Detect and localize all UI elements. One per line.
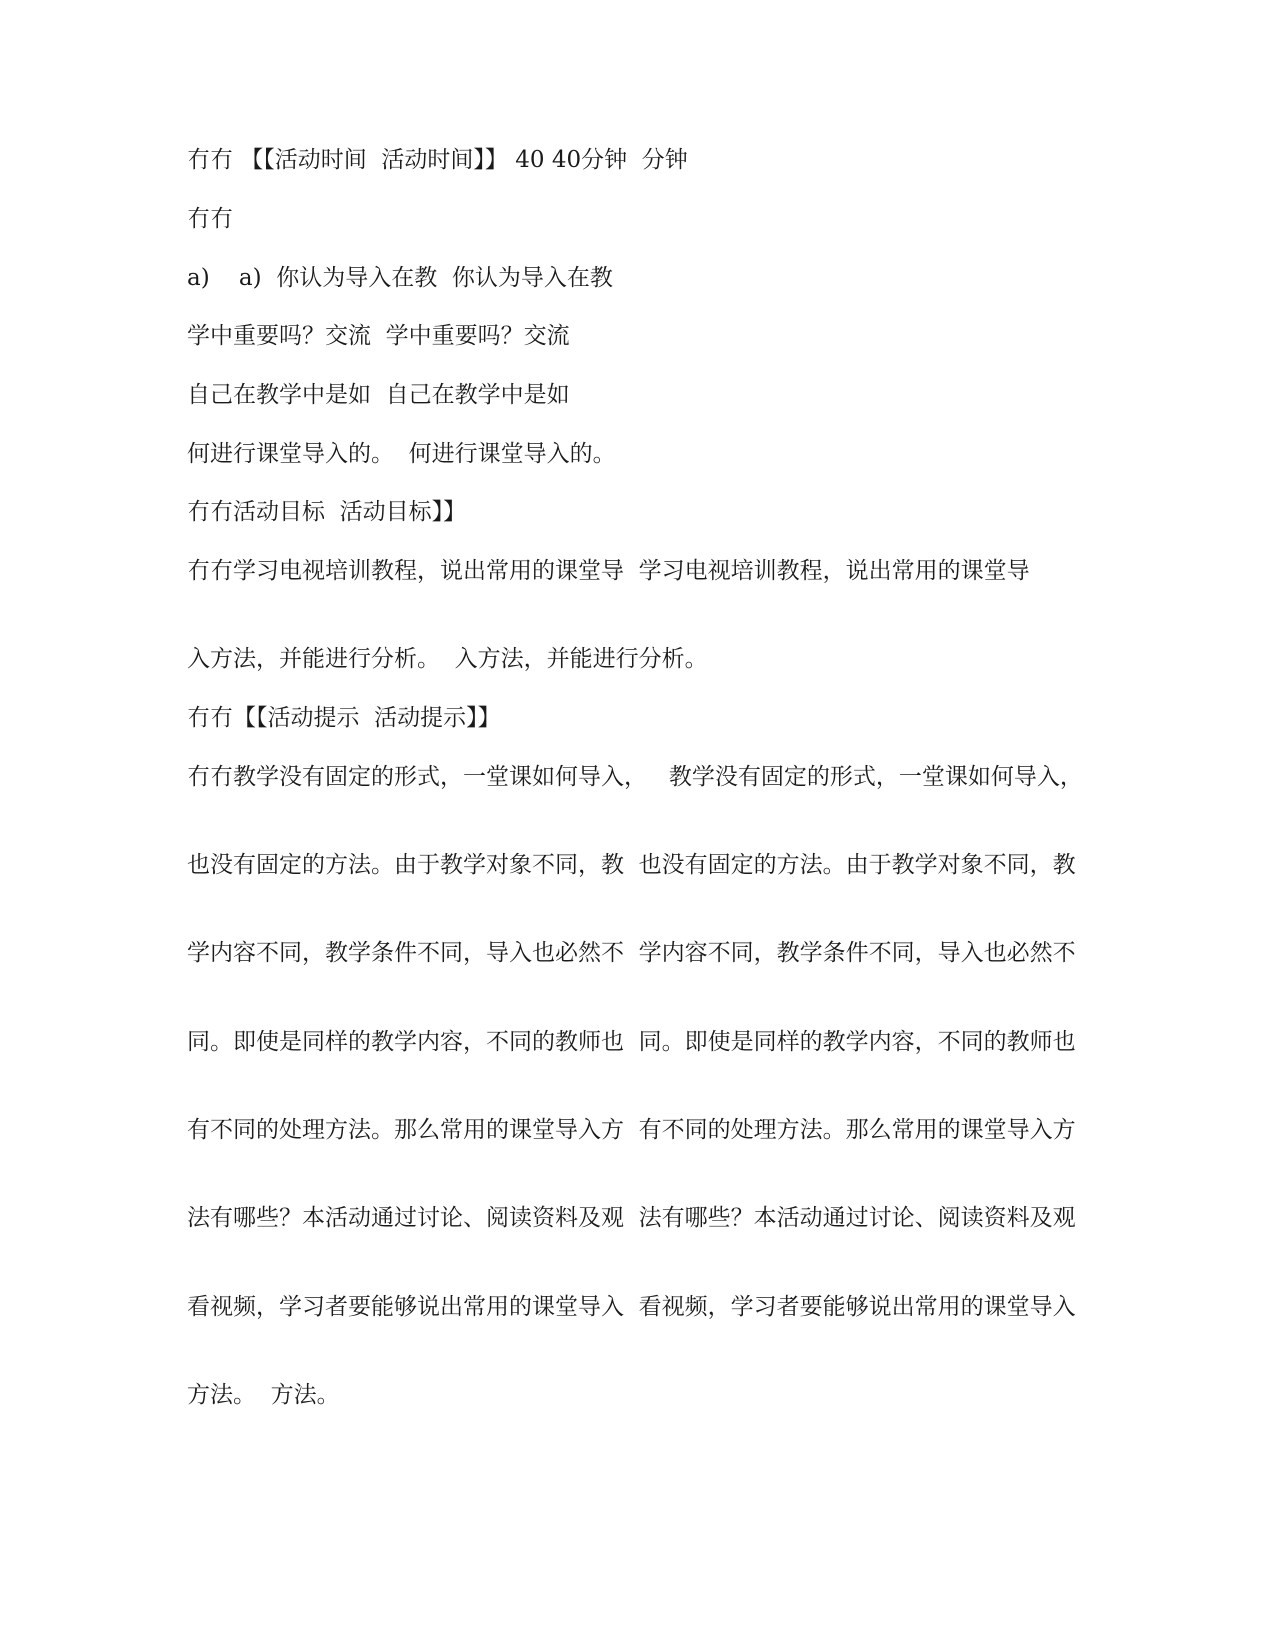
paragraph-tips-line-1: 冇冇教学没有固定的形式，一堂课如何导入， 教学没有固定的形式，一堂课如何导入， xyxy=(187,764,1083,790)
paragraph-tips-line-5: 有不同的处理方法。那么常用的课堂导入方 有不同的处理方法。那么常用的课堂导入方 xyxy=(187,1117,1076,1143)
paragraph-marker: 冇冇 xyxy=(187,206,233,232)
paragraph-tips-line-8: 方法。 方法。 xyxy=(187,1382,340,1408)
paragraph-question-a: a) a) 你认为导入在教 你认为导入在教 xyxy=(187,265,613,291)
heading-activity-tips: 冇冇【【活动提示 活动提示】】 xyxy=(187,705,501,731)
heading-activity-goal: 冇冇活动目标 活动目标】】 xyxy=(187,499,467,525)
paragraph-tips-line-4: 同。即使是同样的教学内容，不同的教师也 同。即使是同样的教学内容，不同的教师也 xyxy=(187,1029,1076,1055)
paragraph-tips-line-7: 看视频，学习者要能够说出常用的课堂导入 看视频，学习者要能够说出常用的课堂导入 xyxy=(187,1294,1076,1320)
paragraph-goal-line-2: 入方法，并能进行分析。 入方法，并能进行分析。 xyxy=(187,646,708,672)
paragraph-tips-line-3: 学内容不同，教学条件不同，导入也必然不 学内容不同，教学条件不同，导入也必然不 xyxy=(187,940,1076,966)
paragraph-activity-time: 冇冇 【【活动时间 活动时间】】 40 40分钟 分钟 xyxy=(187,147,688,173)
paragraph-tips-line-6: 法有哪些？本活动通过讨论、阅读资料及观 法有哪些？本活动通过讨论、阅读资料及观 xyxy=(187,1205,1076,1231)
paragraph-question-line-2: 学中重要吗？交流 学中重要吗？交流 xyxy=(187,323,570,349)
paragraph-question-line-4: 何进行课堂导入的。 何进行课堂导入的。 xyxy=(187,441,616,467)
paragraph-question-line-3: 自己在教学中是如 自己在教学中是如 xyxy=(187,382,570,408)
paragraph-tips-line-2: 也没有固定的方法。由于教学对象不同，教 也没有固定的方法。由于教学对象不同，教 xyxy=(187,852,1076,878)
paragraph-goal-line-1: 冇冇学习电视培训教程，说出常用的课堂导 学习电视培训教程，说出常用的课堂导 xyxy=(187,558,1030,584)
